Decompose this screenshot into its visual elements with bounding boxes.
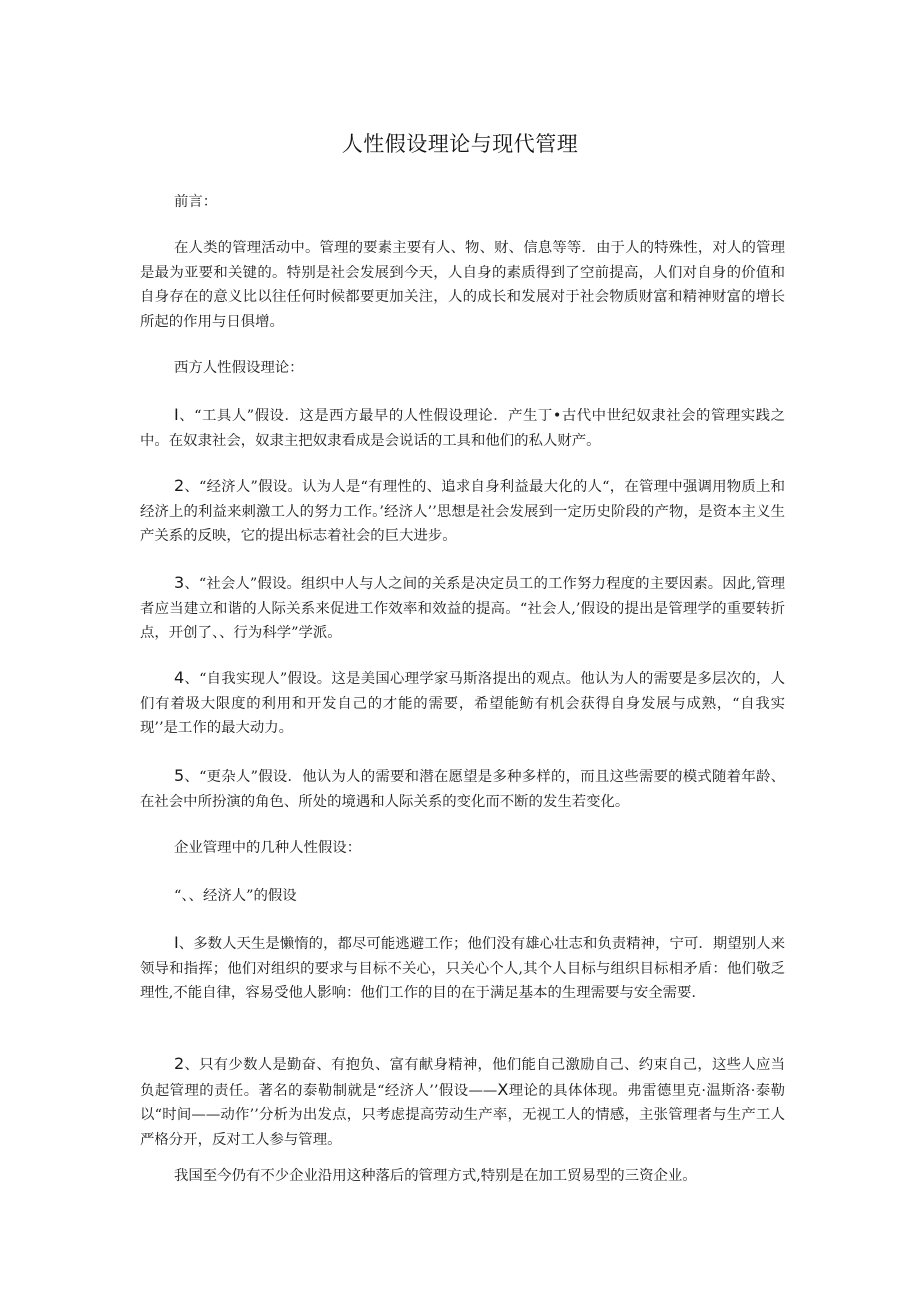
- western-item-5: [140, 764, 785, 814]
- western-item-4: [140, 666, 785, 741]
- item-number: 5: [174, 766, 185, 785]
- economic-item-1: [140, 931, 785, 1006]
- economic-man-heading: “、、经济人”的假设: [174, 888, 297, 904]
- item-text: 、只有少数人是勤奋、有抱负、富有献身精神，他们能自己激励自己、约束自己，这些人应当负起管理的责任。著名的泰勒制就是“经济人’’假设——: [140, 1057, 785, 1099]
- item-text: 、多数人天生是懒惰的，都尽可能逃避工作；他们没有雄心壮志和负责精神，宁可．期望别人来领导和指挥；他们对组织的要求与目标不关心，只关心个人,其个人目标与组织目标相矛盾：他们敬乏理性,不能自律，容易受他人影响：他们工作的目的在于满足基本的生理需要与安全需要.: [140, 936, 785, 1001]
- item-number: 4: [174, 668, 185, 687]
- closing-paragraph: 我国至今仍有不少企业沿用这种落后的管理方式,特别是在加工贸易型的三资企业。: [174, 1168, 697, 1184]
- item-text-continued: 理论的具体体现。弗雷德里克·温斯洛·泰勒以“时间——动作’’分析为出发点，只考虑提高劳动生产率，无视工人的情感，主张管理者与生产工人严格分开，反对工人参与管理。: [140, 1082, 785, 1148]
- item-text: 、“工具人”假设．这是西方最早的人性假设理论．产生丁•古代中世纪奴隶社会的管理实践之中。在奴隶社会，奴隶主把奴隶看成是会说话的工具和他们的私人财产。: [140, 408, 785, 449]
- item-text: 、“经济人”假设。认为人是“有理性的、追求自身利益最大化的人“，在管理中强调用物质上和经济上的利益来刺激工人的努力工作。’经济人’’思想是社会发展到一定历史阶段的产物，是资本主义生产关系的反映，它的提出标志着社会的巨大进步。: [140, 479, 785, 544]
- x-theory-letter: X: [497, 1079, 509, 1099]
- item-number: 2: [174, 476, 185, 495]
- western-item-3: [140, 571, 785, 646]
- document-title: 人性假设理论与现代管理: [341, 132, 579, 156]
- item-number: I: [174, 933, 179, 952]
- item-number: 3: [174, 573, 185, 592]
- preface-paragraph: 在人类的管理活动中。管理的要素主要有人、物、财、信息等等．由于人的特殊性，对人的管理是最为亚要和关键的。特别是社会发展到今天，人自身的素质得到了空前提高，人们对自身的价值和自身存在的意义比以往任何时候都要更加关注，人的成长和发展对于社会物质财富和精神财富的增长所起的作用与日俱增。: [140, 240, 785, 330]
- economic-item-2: [140, 1052, 785, 1152]
- item-number: I: [174, 405, 179, 424]
- western-item-1: [140, 403, 785, 453]
- western-item-2: [140, 474, 785, 549]
- item-text: 、“更杂人”假设．他认为人的需要和潜在愿望是多种多样的，而且这些需要的模式随着年龄、在社会中所扮演的角色、所处的境遇和人际关系的变化而不断的发生若变化。: [140, 769, 785, 810]
- item-number: 2: [174, 1054, 185, 1073]
- item-text: 、“社会人”假设。组织中人与人之间的关系是决定员工的工作努力程度的主要因素。因此,管理者应当建立和谐的人际关系来促进工作效率和效益的提高。“社会人,’假设的提出是管理学的重要转折点，开创了、、行为科学”学派。: [140, 576, 785, 641]
- western-theory-heading: 西方人性假设理论：: [174, 360, 304, 376]
- item-text: 、“自我实现人”假设。这是美国心理学家马斯洛提出的观点。他认为人的需要是多层次的，人们有着圾大限度的利用和开发自己的才能的需要，希望能鲂有机会获得自身发展与成熟，“自我实现’’是工作的最大动力。: [140, 671, 785, 736]
- preface-heading: 前言：: [174, 194, 218, 210]
- enterprise-heading: 企业管理中的几种人性假设：: [174, 840, 362, 856]
